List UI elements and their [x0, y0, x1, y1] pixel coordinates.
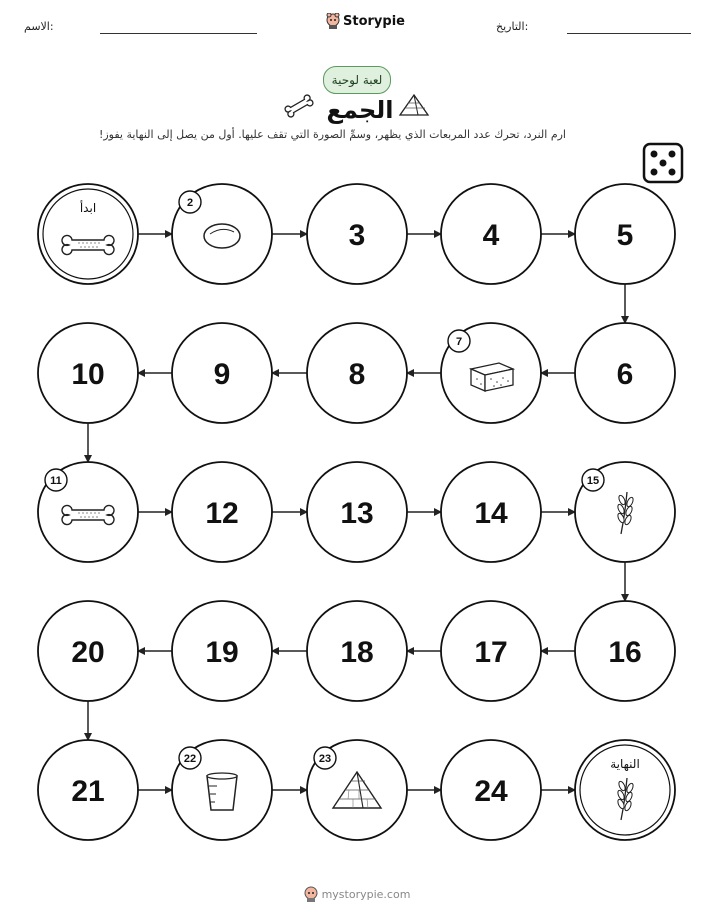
cell-number: 12: [205, 497, 239, 530]
cell-number: 22: [183, 753, 197, 765]
footer: [0, 886, 714, 902]
cell-number: 9: [213, 358, 231, 391]
cell-number: 6: [616, 358, 634, 391]
date-label: التاريخ:: [496, 20, 529, 33]
board-cell-4: [441, 184, 541, 284]
board-cell-3: [307, 184, 407, 284]
board-cell-24: [441, 740, 541, 840]
board-cell-12: [172, 462, 272, 562]
board-cell-19: [172, 601, 272, 701]
board-game-badge: لعبة لوحية: [323, 66, 391, 94]
board-cell-10: [38, 323, 138, 423]
cell-number: 3: [348, 219, 366, 252]
cell-number: 4: [482, 219, 500, 252]
board-cell-16: [575, 601, 675, 701]
cup-icon: [207, 773, 237, 810]
board-cell-5: [575, 184, 675, 284]
board-cell-6: [575, 323, 675, 423]
board-cell-13: [307, 462, 407, 562]
board-cell-15: [575, 462, 675, 562]
cell-number: 15: [586, 475, 600, 487]
page-title: الجمع: [326, 96, 394, 124]
board-cell-18: [307, 601, 407, 701]
brand-name: Storypie: [343, 13, 405, 29]
board-cell-14: [441, 462, 541, 562]
board-cell-17: [441, 601, 541, 701]
board-cell-21: [38, 740, 138, 840]
board-cell-1: [38, 184, 138, 284]
cell-number: 17: [474, 636, 508, 669]
cell-number: 24: [474, 775, 508, 808]
stone-icon: [204, 224, 240, 248]
cell-number: 18: [340, 636, 374, 669]
board-cell-11: [38, 462, 138, 562]
board-cell-8: [307, 323, 407, 423]
board-cell-20: [38, 601, 138, 701]
board-cell-25: [575, 740, 675, 840]
board-cells: [38, 184, 675, 840]
cell-number: 19: [205, 636, 239, 669]
cell-number: 20: [71, 636, 105, 669]
cell-number: 11: [50, 475, 62, 487]
name-label: الاسم:: [24, 20, 54, 33]
cell-number: 14: [474, 497, 508, 530]
brick-icon: [471, 363, 513, 391]
board-cell-7: [441, 323, 541, 423]
cell-number: 10: [71, 358, 105, 391]
cell-number: 5: [616, 219, 634, 252]
finish-label: النهاية: [610, 757, 640, 771]
start-label: ابدأ: [79, 201, 97, 215]
board-cell-23: [307, 740, 407, 840]
cell-number: 13: [340, 497, 374, 530]
instructions: ارم النرد، تحرك عدد المربعات الذي يظهر، وسمِّ الصورة التي تقف عليها. أول من يصل إلى النهاية يفوز!: [98, 128, 566, 141]
mascot-icon: [304, 886, 318, 902]
cell-number: 7: [455, 336, 463, 348]
board-cell-2: [172, 184, 272, 284]
cell-number: 21: [71, 775, 105, 808]
cell-number: 8: [348, 358, 366, 391]
board-cell-22: [172, 740, 272, 840]
board-cell-9: [172, 323, 272, 423]
cell-number: 16: [608, 636, 642, 669]
footer-url[interactable]: mystorypie.com: [321, 887, 411, 901]
cell-number: 23: [318, 753, 332, 765]
cell-number: 2: [186, 197, 194, 209]
